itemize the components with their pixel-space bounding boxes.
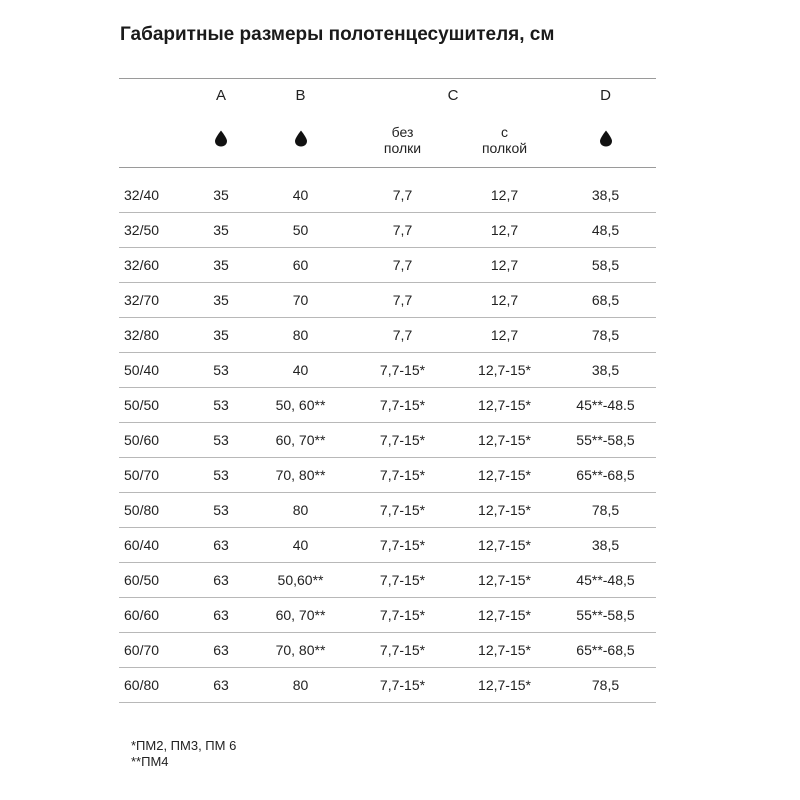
spacer-row bbox=[119, 168, 656, 179]
cell-a: 63 bbox=[192, 528, 250, 563]
table-row bbox=[119, 283, 656, 318]
cell-c-with-shelf: 12,7-15* bbox=[454, 668, 555, 703]
cell-c-with-shelf: 12,7 bbox=[454, 213, 555, 248]
header-d-drop bbox=[555, 113, 656, 168]
table-row bbox=[119, 213, 656, 248]
cell-d: 58,5 bbox=[555, 248, 656, 283]
cell-size: 32/80 bbox=[119, 318, 192, 353]
cell-size: 60/70 bbox=[119, 633, 192, 668]
cell-b: 80 bbox=[250, 493, 351, 528]
table-row bbox=[119, 423, 656, 458]
table-row bbox=[119, 668, 656, 703]
table-row bbox=[119, 458, 656, 493]
water-drop-icon bbox=[294, 130, 308, 147]
cell-c-without-shelf: 7,7 bbox=[351, 178, 454, 213]
cell-c-with-shelf: 12,7 bbox=[454, 318, 555, 353]
table-row bbox=[119, 388, 656, 423]
cell-d: 78,5 bbox=[555, 318, 656, 353]
cell-d: 38,5 bbox=[555, 353, 656, 388]
header-c-with-shelf bbox=[454, 113, 555, 168]
cell-c-with-shelf: 12,7 bbox=[454, 283, 555, 318]
cell-c-with-shelf: 12,7-15* bbox=[454, 423, 555, 458]
header-empty-cell bbox=[119, 79, 192, 114]
cell-a: 35 bbox=[192, 248, 250, 283]
cell-b: 70 bbox=[250, 283, 351, 318]
header-c-without-shelf-line2: полки bbox=[383, 140, 422, 156]
footnote-1: *ПМ2, ПМ3, ПМ 6 bbox=[131, 738, 237, 753]
header-empty-cell bbox=[119, 113, 192, 168]
cell-a: 63 bbox=[192, 563, 250, 598]
cell-a: 63 bbox=[192, 668, 250, 703]
cell-c-with-shelf: 12,7-15* bbox=[454, 528, 555, 563]
table-row bbox=[119, 318, 656, 353]
cell-b: 60 bbox=[250, 248, 351, 283]
cell-a: 53 bbox=[192, 388, 250, 423]
cell-size: 50/40 bbox=[119, 353, 192, 388]
cell-c-with-shelf: 12,7-15* bbox=[454, 388, 555, 423]
cell-b: 40 bbox=[250, 178, 351, 213]
footnotes bbox=[131, 738, 236, 770]
cell-d: 55**-58,5 bbox=[555, 423, 656, 458]
cell-a: 53 bbox=[192, 423, 250, 458]
cell-c-without-shelf: 7,7-15* bbox=[351, 353, 454, 388]
cell-c-with-shelf: 12,7 bbox=[454, 248, 555, 283]
cell-b: 70, 80** bbox=[250, 633, 351, 668]
cell-size: 32/50 bbox=[119, 213, 192, 248]
cell-a: 53 bbox=[192, 493, 250, 528]
table-body bbox=[119, 168, 656, 703]
cell-d: 65**-68,5 bbox=[555, 633, 656, 668]
cell-a: 35 bbox=[192, 318, 250, 353]
table-row bbox=[119, 528, 656, 563]
cell-c-without-shelf: 7,7-15* bbox=[351, 563, 454, 598]
cell-b: 80 bbox=[250, 668, 351, 703]
cell-d: 45**-48.5 bbox=[555, 388, 656, 423]
cell-d: 68,5 bbox=[555, 283, 656, 318]
cell-c-with-shelf: 12,7-15* bbox=[454, 633, 555, 668]
cell-a: 63 bbox=[192, 598, 250, 633]
cell-c-with-shelf: 12,7-15* bbox=[454, 563, 555, 598]
cell-c-with-shelf: 12,7-15* bbox=[454, 458, 555, 493]
header-col-c: C bbox=[351, 79, 555, 114]
cell-b: 70, 80** bbox=[250, 458, 351, 493]
cell-a: 63 bbox=[192, 633, 250, 668]
cell-size: 50/60 bbox=[119, 423, 192, 458]
table-row bbox=[119, 493, 656, 528]
cell-c-without-shelf: 7,7 bbox=[351, 318, 454, 353]
header-c-with-shelf-line2: полкой bbox=[481, 140, 528, 156]
cell-c-with-shelf: 12,7-15* bbox=[454, 598, 555, 633]
cell-size: 50/80 bbox=[119, 493, 192, 528]
cell-c-without-shelf: 7,7-15* bbox=[351, 388, 454, 423]
header-col-a: A bbox=[192, 79, 250, 114]
cell-d: 55**-58,5 bbox=[555, 598, 656, 633]
cell-c-without-shelf: 7,7-15* bbox=[351, 458, 454, 493]
header-c-without-shelf-line1: без bbox=[391, 124, 414, 140]
cell-d: 38,5 bbox=[555, 528, 656, 563]
header-c-without-shelf bbox=[351, 113, 454, 168]
cell-c-without-shelf: 7,7-15* bbox=[351, 668, 454, 703]
cell-size: 60/60 bbox=[119, 598, 192, 633]
cell-b: 80 bbox=[250, 318, 351, 353]
cell-a: 53 bbox=[192, 458, 250, 493]
cell-a: 35 bbox=[192, 178, 250, 213]
cell-c-without-shelf: 7,7-15* bbox=[351, 633, 454, 668]
table-row bbox=[119, 178, 656, 213]
cell-b: 60, 70** bbox=[250, 598, 351, 633]
cell-size: 32/70 bbox=[119, 283, 192, 318]
cell-b: 50,60** bbox=[250, 563, 351, 598]
header-col-d: D bbox=[555, 79, 656, 114]
cell-size: 50/70 bbox=[119, 458, 192, 493]
page-title: Габаритные размеры полотенцесушителя, см bbox=[120, 24, 555, 45]
cell-a: 35 bbox=[192, 283, 250, 318]
cell-a: 35 bbox=[192, 213, 250, 248]
cell-c-without-shelf: 7,7-15* bbox=[351, 528, 454, 563]
cell-a: 53 bbox=[192, 353, 250, 388]
cell-size: 32/60 bbox=[119, 248, 192, 283]
cell-b: 40 bbox=[250, 353, 351, 388]
table-row bbox=[119, 633, 656, 668]
cell-d: 45**-48,5 bbox=[555, 563, 656, 598]
cell-b: 50, 60** bbox=[250, 388, 351, 423]
table-row bbox=[119, 248, 656, 283]
table-row bbox=[119, 563, 656, 598]
cell-size: 50/50 bbox=[119, 388, 192, 423]
cell-c-without-shelf: 7,7-15* bbox=[351, 598, 454, 633]
header-col-b: B bbox=[250, 79, 351, 114]
cell-c-with-shelf: 12,7-15* bbox=[454, 353, 555, 388]
cell-size: 60/50 bbox=[119, 563, 192, 598]
cell-c-without-shelf: 7,7-15* bbox=[351, 493, 454, 528]
header-row-letters bbox=[119, 79, 656, 114]
cell-c-without-shelf: 7,7-15* bbox=[351, 423, 454, 458]
cell-d: 48,5 bbox=[555, 213, 656, 248]
table-row bbox=[119, 598, 656, 633]
header-row-sub bbox=[119, 113, 656, 168]
header-a-drop bbox=[192, 113, 250, 168]
cell-c-with-shelf: 12,7-15* bbox=[454, 493, 555, 528]
cell-size: 32/40 bbox=[119, 178, 192, 213]
header-b-drop bbox=[250, 113, 351, 168]
cell-d: 78,5 bbox=[555, 493, 656, 528]
header-c-with-shelf-line1: с bbox=[501, 124, 508, 140]
cell-c-without-shelf: 7,7 bbox=[351, 283, 454, 318]
cell-b: 60, 70** bbox=[250, 423, 351, 458]
cell-d: 78,5 bbox=[555, 668, 656, 703]
cell-b: 40 bbox=[250, 528, 351, 563]
table-row bbox=[119, 353, 656, 388]
water-drop-icon bbox=[599, 130, 613, 147]
cell-d: 65**-68,5 bbox=[555, 458, 656, 493]
water-drop-icon bbox=[214, 130, 228, 147]
cell-size: 60/40 bbox=[119, 528, 192, 563]
cell-d: 38,5 bbox=[555, 178, 656, 213]
cell-c-without-shelf: 7,7 bbox=[351, 248, 454, 283]
cell-c-with-shelf: 12,7 bbox=[454, 178, 555, 213]
cell-size: 60/80 bbox=[119, 668, 192, 703]
cell-c-without-shelf: 7,7 bbox=[351, 213, 454, 248]
cell-b: 50 bbox=[250, 213, 351, 248]
dimensions-table bbox=[119, 78, 656, 703]
dimensions-table-wrapper bbox=[119, 78, 656, 703]
footnote-2: **ПМ4 bbox=[131, 754, 169, 769]
